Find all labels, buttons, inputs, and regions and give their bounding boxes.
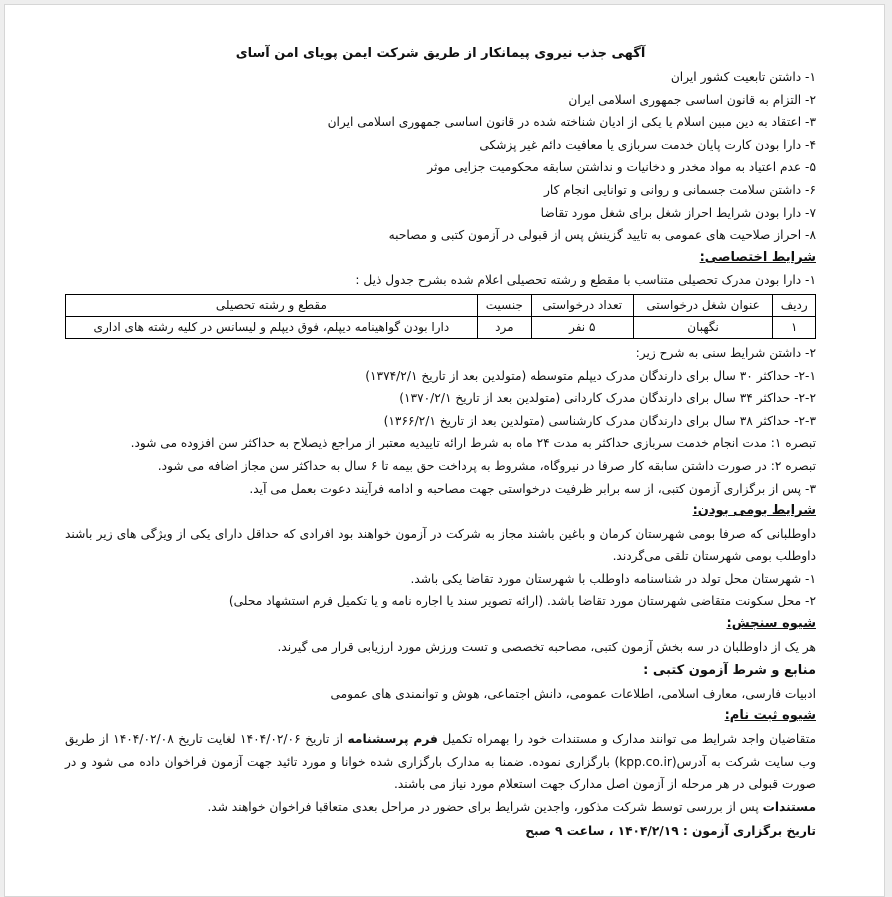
table-cell: مرد	[477, 316, 531, 338]
special-intro: ۱- دارا بودن مدرک تحصیلی متناسب با مقطع و رشته تحصیلی اعلام شده بشرح جدول ذیل :	[355, 273, 816, 288]
document-page	[4, 4, 885, 897]
note-item: تبصره ۲: در صورت داشتن سابقه کار صرفا در نیروگاه، مشروط به پرداخت حق بیمه تا ۶ سال به حداکثر سن مجاز اضافه می شود.	[157, 458, 816, 473]
native-item: ۱- شهرستان محل تولد در شناسنامه داوطلب با شهرستان مورد تقاضا یکی باشد.	[410, 571, 816, 586]
native-text: داوطلبانی که صرفا بومی شهرستان کرمان و باغین باشند مجاز به شرکت در آزمون خواهند بود افرادی که حداقل دارای یکی از ویژگی های زیر باشند داوطلب بومی شهرستان تلقی می‌گردند.	[65, 526, 816, 564]
special-conditions-heading: شرایط اختصاصی:	[699, 249, 816, 265]
general-item: ۱- داشتن تابعیت کشور ایران	[670, 70, 816, 84]
table-header-cell: عنوان شغل درخواستی	[633, 294, 773, 316]
age-item: ۲-۲- حداکثر ۳۴ سال برای دارندگان مدرک کاردانی (متولدین بعد از تاریخ ۱۳۷۰/۲/۱)	[399, 391, 816, 406]
age-item: ۲-۳- حداکثر ۳۸ سال برای دارندگان مدرک کارشناسی (متولدین بعد از تاریخ ۱۳۶۶/۲/۱)	[383, 413, 816, 428]
table-cell: ۱	[773, 316, 816, 338]
general-item: ۵- عدم اعتیاد به مواد مخدر و دخانیات و نداشتن سابقه محکومیت جزایی موثر	[427, 160, 816, 175]
requirements-table	[65, 294, 816, 339]
documents-text: مستندات پس از بررسی توسط شرکت مذکور، واجدین شرایط برای حضور در مراحل بعدی متعاقبا فراخوان خواهند شد.	[207, 799, 816, 814]
exam-date-value: ۱۴۰۴/۲/۱۹ ، ساعت ۹ صبح	[525, 824, 683, 839]
evaluation-text: هر یک از داوطلبان در سه بخش آزمون کتبی، مصاحبه تخصصی و تست ورزش مورد ارزیابی قرار می گیرند.	[277, 639, 816, 654]
table-cell: نگهبان	[633, 316, 773, 338]
general-item: ۷- دارا بودن شرایط احراز شغل برای شغل مورد تقاضا	[540, 205, 816, 220]
general-item: ۳- اعتقاد به دین مبین اسلام یا یکی از ادیان شناخته شده در قانون اساسی جمهوری اسلامی ایران	[327, 115, 816, 130]
questionnaire-form-label: فرم پرسشنامه	[347, 732, 438, 747]
general-item: ۲- التزام به قانون اساسی جمهوری اسلامی ایران	[568, 92, 816, 107]
table-header-cell: مقطع و رشته تحصیلی	[66, 294, 478, 316]
general-item: ۴- دارا بودن کارت پایان خدمت سربازی یا معافیت دائم غیر پزشکی	[479, 137, 816, 152]
table-header-row	[66, 294, 816, 316]
age-intro: ۲- داشتن شرایط سنی به شرح زیر:	[635, 345, 816, 360]
evaluation-heading: شیوه سنجش:	[726, 616, 816, 632]
table-header-cell: ردیف	[773, 294, 816, 316]
sources-text: ادبیات فارسی، معارف اسلامی، اطلاعات عمومی، دانش اجتماعی، هوش و توانمندی های عمومی	[330, 686, 816, 701]
exam-date	[65, 820, 816, 843]
general-item: ۶- داشتن سلامت جسمانی و روانی و توانایی انجام کار	[544, 182, 816, 197]
note-item: ۳- پس از برگزاری آزمون کتبی، از سه برابر ظرفیت درخواستی جهت مصاحبه و ادامه فرآیند دعوت بعمل می آید.	[249, 481, 816, 496]
age-item: ۲-۱- حداکثر ۳۰ سال برای دارندگان مدرک دیپلم متوسطه (متولدین بعد از تاریخ ۱۳۷۴/۲/۱)	[365, 368, 816, 383]
table-row	[66, 316, 816, 338]
general-item: ۸- احراز صلاحیت های عمومی به تایید گزینش پس از قبولی در آزمون کتبی و مصاحبه	[388, 228, 816, 243]
note-item: تبصره ۱: مدت انجام خدمت سربازی حداکثر به مدت ۲۴ ماه به شرط ارائه تاییدیه معتبر از مراجع ذیصلاح به حداکثر سن افزوده می شود.	[130, 436, 816, 451]
native-heading: شرایط بومی بودن:	[692, 503, 816, 519]
native-item: ۲- محل سکونت متقاضی شهرستان مورد تقاضا باشد. (ارائه تصویر سند یا اجاره نامه و یا تکمیل فرم استشهاد محلی)	[228, 594, 816, 609]
general-conditions-list	[65, 66, 816, 247]
table-header-cell: تعداد درخواستی	[531, 294, 633, 316]
table-header-cell: جنسیت	[477, 294, 531, 316]
sources-heading: منابع و شرط آزمون کتبی :	[643, 663, 816, 679]
page-title: آگهی جذب نیروی پیمانکار از طریق شرکت ایمن پویای امن آسای	[235, 46, 646, 61]
table-cell: ۵ نفر	[531, 316, 633, 338]
registration-heading: شیوه ثبت نام:	[724, 708, 816, 724]
announcement-body	[65, 43, 816, 843]
table-cell: دارا بودن گواهینامه دیپلم، فوق دیپلم و لیسانس در کلیه رشته های اداری	[66, 316, 478, 338]
registration-text: متقاضیان واجد شرایط می توانند مدارک و مستندات خود را بهمراه تکمیل فرم پرسشنامه از تاریخ ۱۴۰۴/۰۲/۰۶ لغایت تاریخ ۱۴۰۴/۰۲/۰۸ از طریق وب سایت شرکت به آدرس(kpp.co.ir) بارگزاری نموده. ضمنا به مدارک بارگزاری شده خوانا و مورد تائید جهت آزمون فراخوان داده می شود و در صورت قبولی در هر مرحله از آزمون اصل مدارک جهت استعلام مورد نیاز می باشند.	[65, 732, 816, 792]
exam-date-label: تاریخ برگزاری آزمون :	[682, 824, 816, 839]
